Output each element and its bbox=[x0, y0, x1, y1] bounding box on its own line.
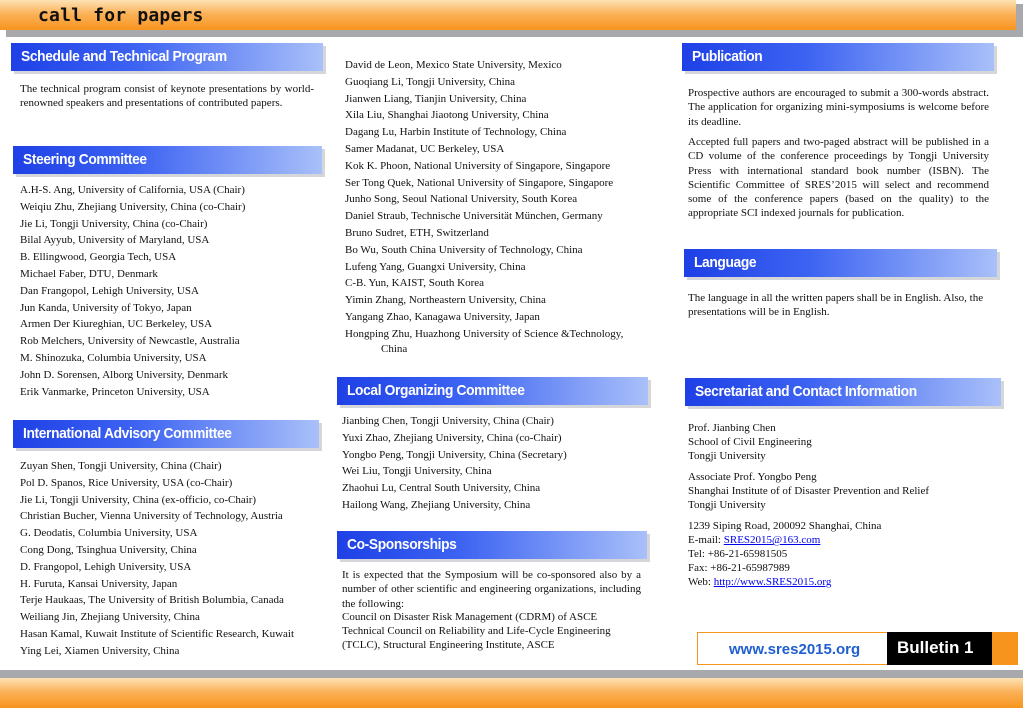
advisory-member: Junho Song, Seoul National University, South Korea bbox=[345, 193, 578, 206]
bulletin-accent bbox=[992, 632, 1018, 665]
advisory-member: Samer Madanat, UC Berkeley, USA bbox=[345, 142, 505, 155]
contact-person-1-dept: School of Civil Engineering bbox=[688, 436, 812, 448]
advisory-member: Cong Dong, Tsinghua University, China bbox=[20, 543, 197, 556]
steering-member: Armen Der Kiureghian, UC Berkeley, USA bbox=[20, 318, 213, 331]
advisory-member: Hongping Zhu, Huazhong University of Science &Technology, bbox=[345, 327, 624, 340]
advisory-member: Guoqiang Li, Tongji University, China bbox=[345, 75, 516, 88]
contact-heading-text: Secretariat and Contact Information bbox=[695, 383, 917, 400]
advisory-last-wrap: China bbox=[381, 343, 408, 355]
contact-person-2 bbox=[688, 470, 929, 512]
advisory-member: Xila Liu, Shanghai Jiaotong University, China bbox=[345, 109, 549, 122]
steering-member: B. Ellingwood, Georgia Tech, USA bbox=[20, 251, 177, 264]
publication-text-1: Prospective authors are encouraged to submit a 300-words abstract. The application for organizing mini-symposiums is welcome before its deadline. bbox=[688, 87, 989, 128]
advisory-member: Daniel Straub, Technische Universität München, Germany bbox=[345, 210, 603, 223]
schedule-heading-text: Schedule and Technical Program bbox=[21, 48, 227, 65]
local-member: Hailong Wang, Zhejiang University, China bbox=[342, 498, 531, 511]
advisory-member: Bo Wu, South China University of Technology, China bbox=[345, 243, 583, 256]
advisory-heading bbox=[13, 420, 319, 448]
contact-fax: Fax: +86-21-65987989 bbox=[688, 562, 790, 574]
contact-person-1 bbox=[688, 421, 812, 463]
bulletin-badge bbox=[887, 632, 992, 665]
steering-member: A.H-S. Ang, University of California, USA (Chair) bbox=[20, 184, 245, 196]
advisory-member: Terje Haukaas, The University of British Bolumbia, Canada bbox=[20, 594, 284, 607]
contact-web-row bbox=[688, 575, 881, 589]
cosponsor-line-1: Council on Disaster Risk Management (CDRM) of ASCE bbox=[342, 611, 598, 623]
contact-web-link[interactable]: http://www.SRES2015.org bbox=[713, 576, 832, 588]
publication-heading-text: Publication bbox=[692, 48, 763, 65]
local-member: Yuxi Zhao, Zhejiang University, China (co-Chair) bbox=[342, 431, 562, 444]
cosponsor-heading-text: Co-Sponsorships bbox=[347, 536, 457, 553]
steering-heading-text: Steering Committee bbox=[23, 151, 147, 168]
steering-member: Erik Vanmarke, Princeton University, USA bbox=[20, 385, 210, 398]
page-title: call for papers bbox=[38, 5, 204, 26]
cosponsor-heading bbox=[337, 531, 647, 559]
advisory-member: Yangang Zhao, Kanagawa University, Japan bbox=[345, 310, 540, 323]
advisory-member: Kok K. Phoon, National University of Singapore, Singapore bbox=[345, 159, 611, 172]
advisory-member: Pol D. Spanos, Rice University, USA (co-Chair) bbox=[20, 476, 233, 489]
advisory-member: Dagang Lu, Harbin Institute of Technology, China bbox=[345, 126, 567, 139]
advisory-member: Jianwen Liang, Tianjin University, China bbox=[345, 92, 527, 105]
advisory-member: Christian Bucher, Vienna University of Technology, Austria bbox=[20, 510, 283, 523]
footer-url[interactable]: www.sres2015.org bbox=[729, 641, 861, 658]
advisory-member: Jie Li, Tongji University, China (ex-officio, co-Chair) bbox=[20, 493, 257, 506]
steering-member: Dan Frangopol, Lehigh University, USA bbox=[20, 284, 199, 297]
advisory-member: David de Leon, Mexico State University, Mexico bbox=[345, 59, 562, 71]
contact-email-row bbox=[688, 533, 881, 547]
steering-member: John D. Sorensen, Alborg University, Denmark bbox=[20, 368, 229, 381]
advisory-member: Lufeng Yang, Guangxi University, China bbox=[345, 260, 526, 273]
advisory-member: D. Frangopol, Lehigh University, USA bbox=[20, 560, 192, 573]
contact-person-2-dept: Shanghai Institute of of Disaster Prevention and Relief bbox=[688, 485, 930, 497]
advisory-member: Weiliang Jin, Zhejiang University, China bbox=[20, 611, 200, 624]
advisory-member-list-continued bbox=[345, 57, 623, 343]
language-heading bbox=[684, 249, 997, 277]
contact-address: 1239 Siping Road, 200092 Shanghai, China bbox=[688, 520, 882, 532]
top-bar-shadow-right bbox=[1016, 4, 1023, 37]
advisory-member: C-B. Yun, KAIST, South Korea bbox=[345, 277, 485, 290]
schedule-heading bbox=[11, 43, 323, 71]
contact-email-link[interactable]: SRES2015@163.com bbox=[723, 534, 821, 546]
contact-person-2-name: Associate Prof. Yongbo Peng bbox=[688, 471, 817, 483]
advisory-member: Ser Tong Quek, National University of Singapore, Singapore bbox=[345, 176, 614, 189]
local-member: Jianbing Chen, Tongji University, China (Chair) bbox=[342, 415, 554, 427]
contact-tel: Tel: +86-21-65981505 bbox=[688, 548, 788, 560]
advisory-member: Hasan Kamal, Kuwait Institute of Scientific Research, Kuwait bbox=[20, 627, 295, 640]
local-member: Wei Liu, Tongji University, China bbox=[342, 465, 492, 478]
cosponsor-text: It is expected that the Symposium will be co-sponsored also by a number of other scientific and engineering organizations, including the following: bbox=[342, 569, 641, 610]
contact-heading bbox=[685, 378, 1001, 406]
contact-web-label: Web: bbox=[688, 576, 714, 588]
language-text: The language in all the written papers shall be in English. Also, the presentations will be in English. bbox=[688, 292, 984, 319]
local-member-list bbox=[342, 413, 567, 514]
steering-member: Bilal Ayyub, University of Maryland, USA bbox=[20, 234, 210, 247]
local-member: Yongbo Peng, Tongji University, China (Secretary) bbox=[342, 448, 567, 461]
contact-person-1-name: Prof. Jianbing Chen bbox=[688, 422, 776, 434]
advisory-heading-text: International Advisory Committee bbox=[23, 425, 232, 442]
cosponsor-line-2: Technical Council on Reliability and Life-Cycle Engineering (TCLC), Structural Engineering Institute, ASCE bbox=[342, 625, 611, 652]
local-heading bbox=[337, 377, 648, 405]
contact-person-2-univ: Tongji University bbox=[688, 499, 766, 511]
advisory-member: Zuyan Shen, Tongji University, China (Chair) bbox=[20, 460, 222, 472]
bottom-banner bbox=[0, 678, 1023, 708]
contact-details bbox=[688, 519, 881, 589]
local-member: Zhaohui Lu, Central South University, China bbox=[342, 482, 541, 495]
steering-member: Jie Li, Tongji University, China (co-Chair) bbox=[20, 217, 208, 230]
contact-person-1-univ: Tongji University bbox=[688, 450, 766, 462]
steering-member: Rob Melchers, University of Newcastle, Australia bbox=[20, 335, 240, 348]
bulletin-label: Bulletin 1 bbox=[897, 638, 974, 657]
top-bar-shadow bbox=[6, 30, 1023, 37]
advisory-last-wrap-wrapper bbox=[381, 342, 407, 356]
steering-member: Jun Kanda, University of Tokyo, Japan bbox=[20, 301, 192, 314]
advisory-member: H. Furuta, Kansai University, Japan bbox=[20, 577, 178, 590]
steering-heading bbox=[13, 146, 322, 174]
steering-member: M. Shinozuka, Columbia University, USA bbox=[20, 351, 207, 364]
publication-text-2: Accepted full papers and two-paged abstract will be published in a CD volume of the conference proceedings by Tongji University Press with international standard book number (ISBN). The Scientific Committee of SRES’2015 will select and recommend some of the conference papers (based on the quality) to the appropriate SCI indexed journals for publication. bbox=[688, 136, 989, 220]
steering-member: Michael Faber, DTU, Denmark bbox=[20, 267, 158, 280]
steering-member: Weiqiu Zhu, Zhejiang University, China (co-Chair) bbox=[20, 200, 246, 213]
language-heading-text: Language bbox=[694, 254, 757, 271]
advisory-member: G. Deodatis, Columbia University, USA bbox=[20, 527, 198, 540]
steering-member-list bbox=[20, 182, 245, 400]
local-heading-text: Local Organizing Committee bbox=[347, 382, 525, 399]
advisory-member: Bruno Sudret, ETH, Switzerland bbox=[345, 226, 489, 239]
schedule-text: The technical program consist of keynote presentations by world-renowned speakers and presentations of contributed papers. bbox=[20, 83, 314, 110]
advisory-member-list bbox=[20, 458, 294, 660]
contact-email-label: E-mail: bbox=[688, 534, 724, 546]
footer-url-box bbox=[697, 632, 889, 665]
bottom-bar-shadow bbox=[0, 670, 1023, 678]
publication-heading bbox=[682, 43, 994, 71]
advisory-member: Ying Lei, Xiamen University, China bbox=[20, 644, 180, 657]
advisory-member: Yimin Zhang, Northeastern University, China bbox=[345, 294, 546, 307]
